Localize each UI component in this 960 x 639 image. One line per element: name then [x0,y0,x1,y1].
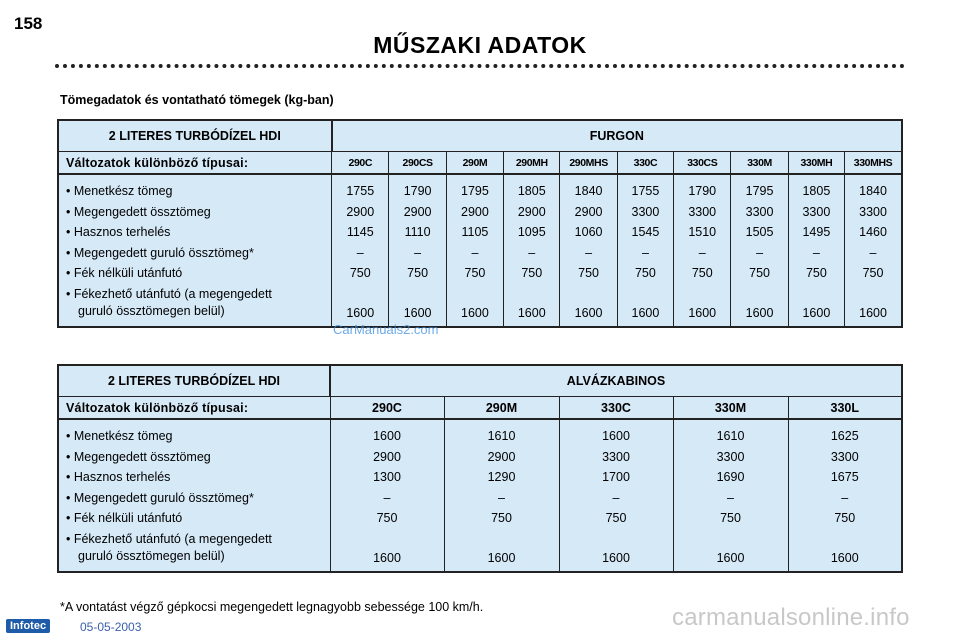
variant-cell: 330MH [788,152,844,175]
table-header-row [58,120,902,152]
value-cell: 750 [788,263,844,284]
table-row [58,508,902,529]
value-cell: 2900 [444,447,559,468]
row-label: • Menetkész tömeg [58,174,332,202]
value-cell: – [444,488,559,509]
engine-header: 2 LITERES TURBÓDÍZEL HDI [58,365,330,397]
spec-table-furgon [57,119,903,328]
value-cell: – [673,488,788,509]
value-cell: 1805 [504,174,560,202]
dotted-divider [55,64,905,68]
value-cell: 1600 [559,529,673,572]
variant-cell: 290M [446,152,503,175]
value-cell: 750 [673,508,788,529]
row-label: • Hasznos terhelés [58,467,330,488]
infotec-logo: Infotec [6,619,50,633]
variant-cell: 330CS [674,152,731,175]
value-cell: 1600 [332,284,389,327]
value-cell: 1790 [389,174,446,202]
value-cell: – [841,490,849,505]
table-row [58,529,902,572]
table-row [58,284,902,327]
site-watermark: carmanualsonline.info [672,604,910,631]
value-cell: 750 [559,508,673,529]
row-label [58,284,332,327]
value-cell: 750 [444,508,559,529]
row-label: • Megengedett guruló össztömeg* [58,488,330,509]
value-cell: – [674,243,731,264]
value-cell: 1600 [444,529,559,572]
value-cell: 1600 [673,529,788,572]
value-cell: 3300 [673,447,788,468]
value-cell: 3300 [674,202,731,223]
variant-cell: 330M [731,152,788,175]
table-row [58,419,902,447]
value-cell: – [560,243,617,264]
row-label-line1: • Fékezhető utánfutó (a megengedett [66,286,272,301]
value-cell: 1105 [446,222,503,243]
variant-cell: 330C [617,152,673,175]
variant-cell: 290CS [389,152,446,175]
value-cell: 1795 [731,174,788,202]
value-cell: 1095 [504,222,560,243]
value-cell: 750 [731,263,788,284]
body-type-header: ALVÁZKABINOS [330,365,902,397]
footnote: *A vontatást végző gépkocsi megengedett legnagyobb sebessége 100 km/h. [60,600,484,614]
value-cell: 1840 [859,184,887,199]
value-cell: 750 [332,263,389,284]
row-label: • Menetkész tömeg [58,419,330,447]
variant-row [58,397,902,420]
value-cell: – [332,243,389,264]
value-cell: 3300 [559,447,673,468]
value-cell: – [731,243,788,264]
value-cell: – [617,243,673,264]
value-cell: 1600 [389,284,446,327]
value-cell: 1610 [673,419,788,447]
value-cell: – [869,245,877,260]
value-cell: 1290 [444,467,559,488]
value-cell: 1600 [788,284,844,327]
table-row [58,488,902,509]
value-cell: 1505 [731,222,788,243]
value-cell: 3300 [859,204,887,219]
footer-date: 05-05-2003 [80,620,142,634]
value-cell: 3300 [617,202,673,223]
value-cell: 1790 [674,174,731,202]
variant-label: Változatok különböző típusai: [58,397,330,420]
variant-row [58,152,902,175]
row-label-line1: • Fékezhető utánfutó (a megengedett [66,531,272,546]
value-cell: – [788,243,844,264]
value-cell: – [389,243,446,264]
value-cell: 1600 [330,529,444,572]
value-cell: – [559,488,673,509]
table-row [58,263,902,284]
value-cell: 1600 [830,550,859,565]
value-cell: – [504,243,560,264]
value-cell: 750 [389,263,446,284]
row-label: • Megengedett guruló össztömeg* [58,243,332,264]
body-type-header: FURGON [332,120,902,152]
carmanuals-watermark: CarManuals2.com [333,322,439,337]
value-cell: 1675 [830,470,859,485]
value-cell: 750 [674,263,731,284]
value-cell: 1700 [559,467,673,488]
value-cell: 750 [617,263,673,284]
value-cell: 1600 [559,419,673,447]
row-label: • Fék nélküli utánfutó [58,263,332,284]
value-cell: 1600 [560,284,617,327]
value-cell: 1625 [830,429,859,444]
value-cell: 1545 [617,222,673,243]
table-row [58,243,902,264]
variant-cell: 290C [330,397,444,420]
value-cell: 1495 [788,222,844,243]
value-cell: 1600 [446,284,503,327]
value-cell: – [330,488,444,509]
value-cell: 3300 [830,449,859,464]
value-cell: 2900 [560,202,617,223]
variant-cell: 330C [559,397,673,420]
value-cell: 3300 [788,202,844,223]
variant-label: Változatok különböző típusai: [58,152,332,175]
section-subtitle: Tömegadatok és vontatható tömegek (kg-ban) [60,93,334,107]
variant-cell: 290C [332,152,389,175]
row-label-line2: guruló össztömegen belül) [78,303,225,318]
value-cell: 1805 [788,174,844,202]
value-cell: 1755 [332,174,389,202]
value-cell: 2900 [330,447,444,468]
value-cell: 2900 [446,202,503,223]
value-cell: 1840 [560,174,617,202]
variant-cell: 290MHS [560,152,617,175]
value-cell: 1060 [560,222,617,243]
value-cell: 750 [560,263,617,284]
value-cell: 1610 [444,419,559,447]
row-label: • Fék nélküli utánfutó [58,508,330,529]
row-label: • Megengedett össztömeg [58,447,330,468]
value-cell: 750 [330,508,444,529]
value-cell: 750 [446,263,503,284]
value-cell: 750 [834,511,856,526]
variant-cell: 290M [444,397,559,420]
engine-header: 2 LITERES TURBÓDÍZEL HDI [58,120,332,152]
variant-cell: 330MHS [845,152,902,175]
value-cell: 1755 [617,174,673,202]
value-cell: 3300 [731,202,788,223]
value-cell: 2900 [389,202,446,223]
value-cell: 1600 [504,284,560,327]
row-label: • Megengedett össztömeg [58,202,332,223]
value-cell: 1690 [673,467,788,488]
table-row [58,174,902,202]
spec-table-alvazkabinos [57,364,903,573]
row-label [58,529,330,572]
value-cell: 750 [862,266,884,281]
value-cell: 1145 [332,222,389,243]
value-cell: 1300 [330,467,444,488]
value-cell: 1600 [674,284,731,327]
value-cell: 1510 [674,222,731,243]
table-row [58,467,902,488]
value-cell: 1460 [859,225,887,240]
variant-cell: 330M [673,397,788,420]
value-cell: 1600 [617,284,673,327]
page-number: 158 [14,14,43,33]
value-cell: – [446,243,503,264]
value-cell: 2900 [504,202,560,223]
variant-cell: 290MH [504,152,560,175]
table-row [58,222,902,243]
page-title: MŰSZAKI ADATOK [373,32,587,58]
value-cell: 1600 [859,305,887,320]
table-header-row [58,365,902,397]
value-cell: 1600 [731,284,788,327]
value-cell: 1110 [389,222,446,243]
row-label-line2: guruló össztömegen belül) [78,548,225,563]
value-cell: 1795 [446,174,503,202]
value-cell: 1600 [330,419,444,447]
variant-cell: 330L [788,397,902,420]
row-label: • Hasznos terhelés [58,222,332,243]
value-cell: 2900 [332,202,389,223]
table-row [58,447,902,468]
table-row [58,202,902,223]
value-cell: 750 [504,263,560,284]
